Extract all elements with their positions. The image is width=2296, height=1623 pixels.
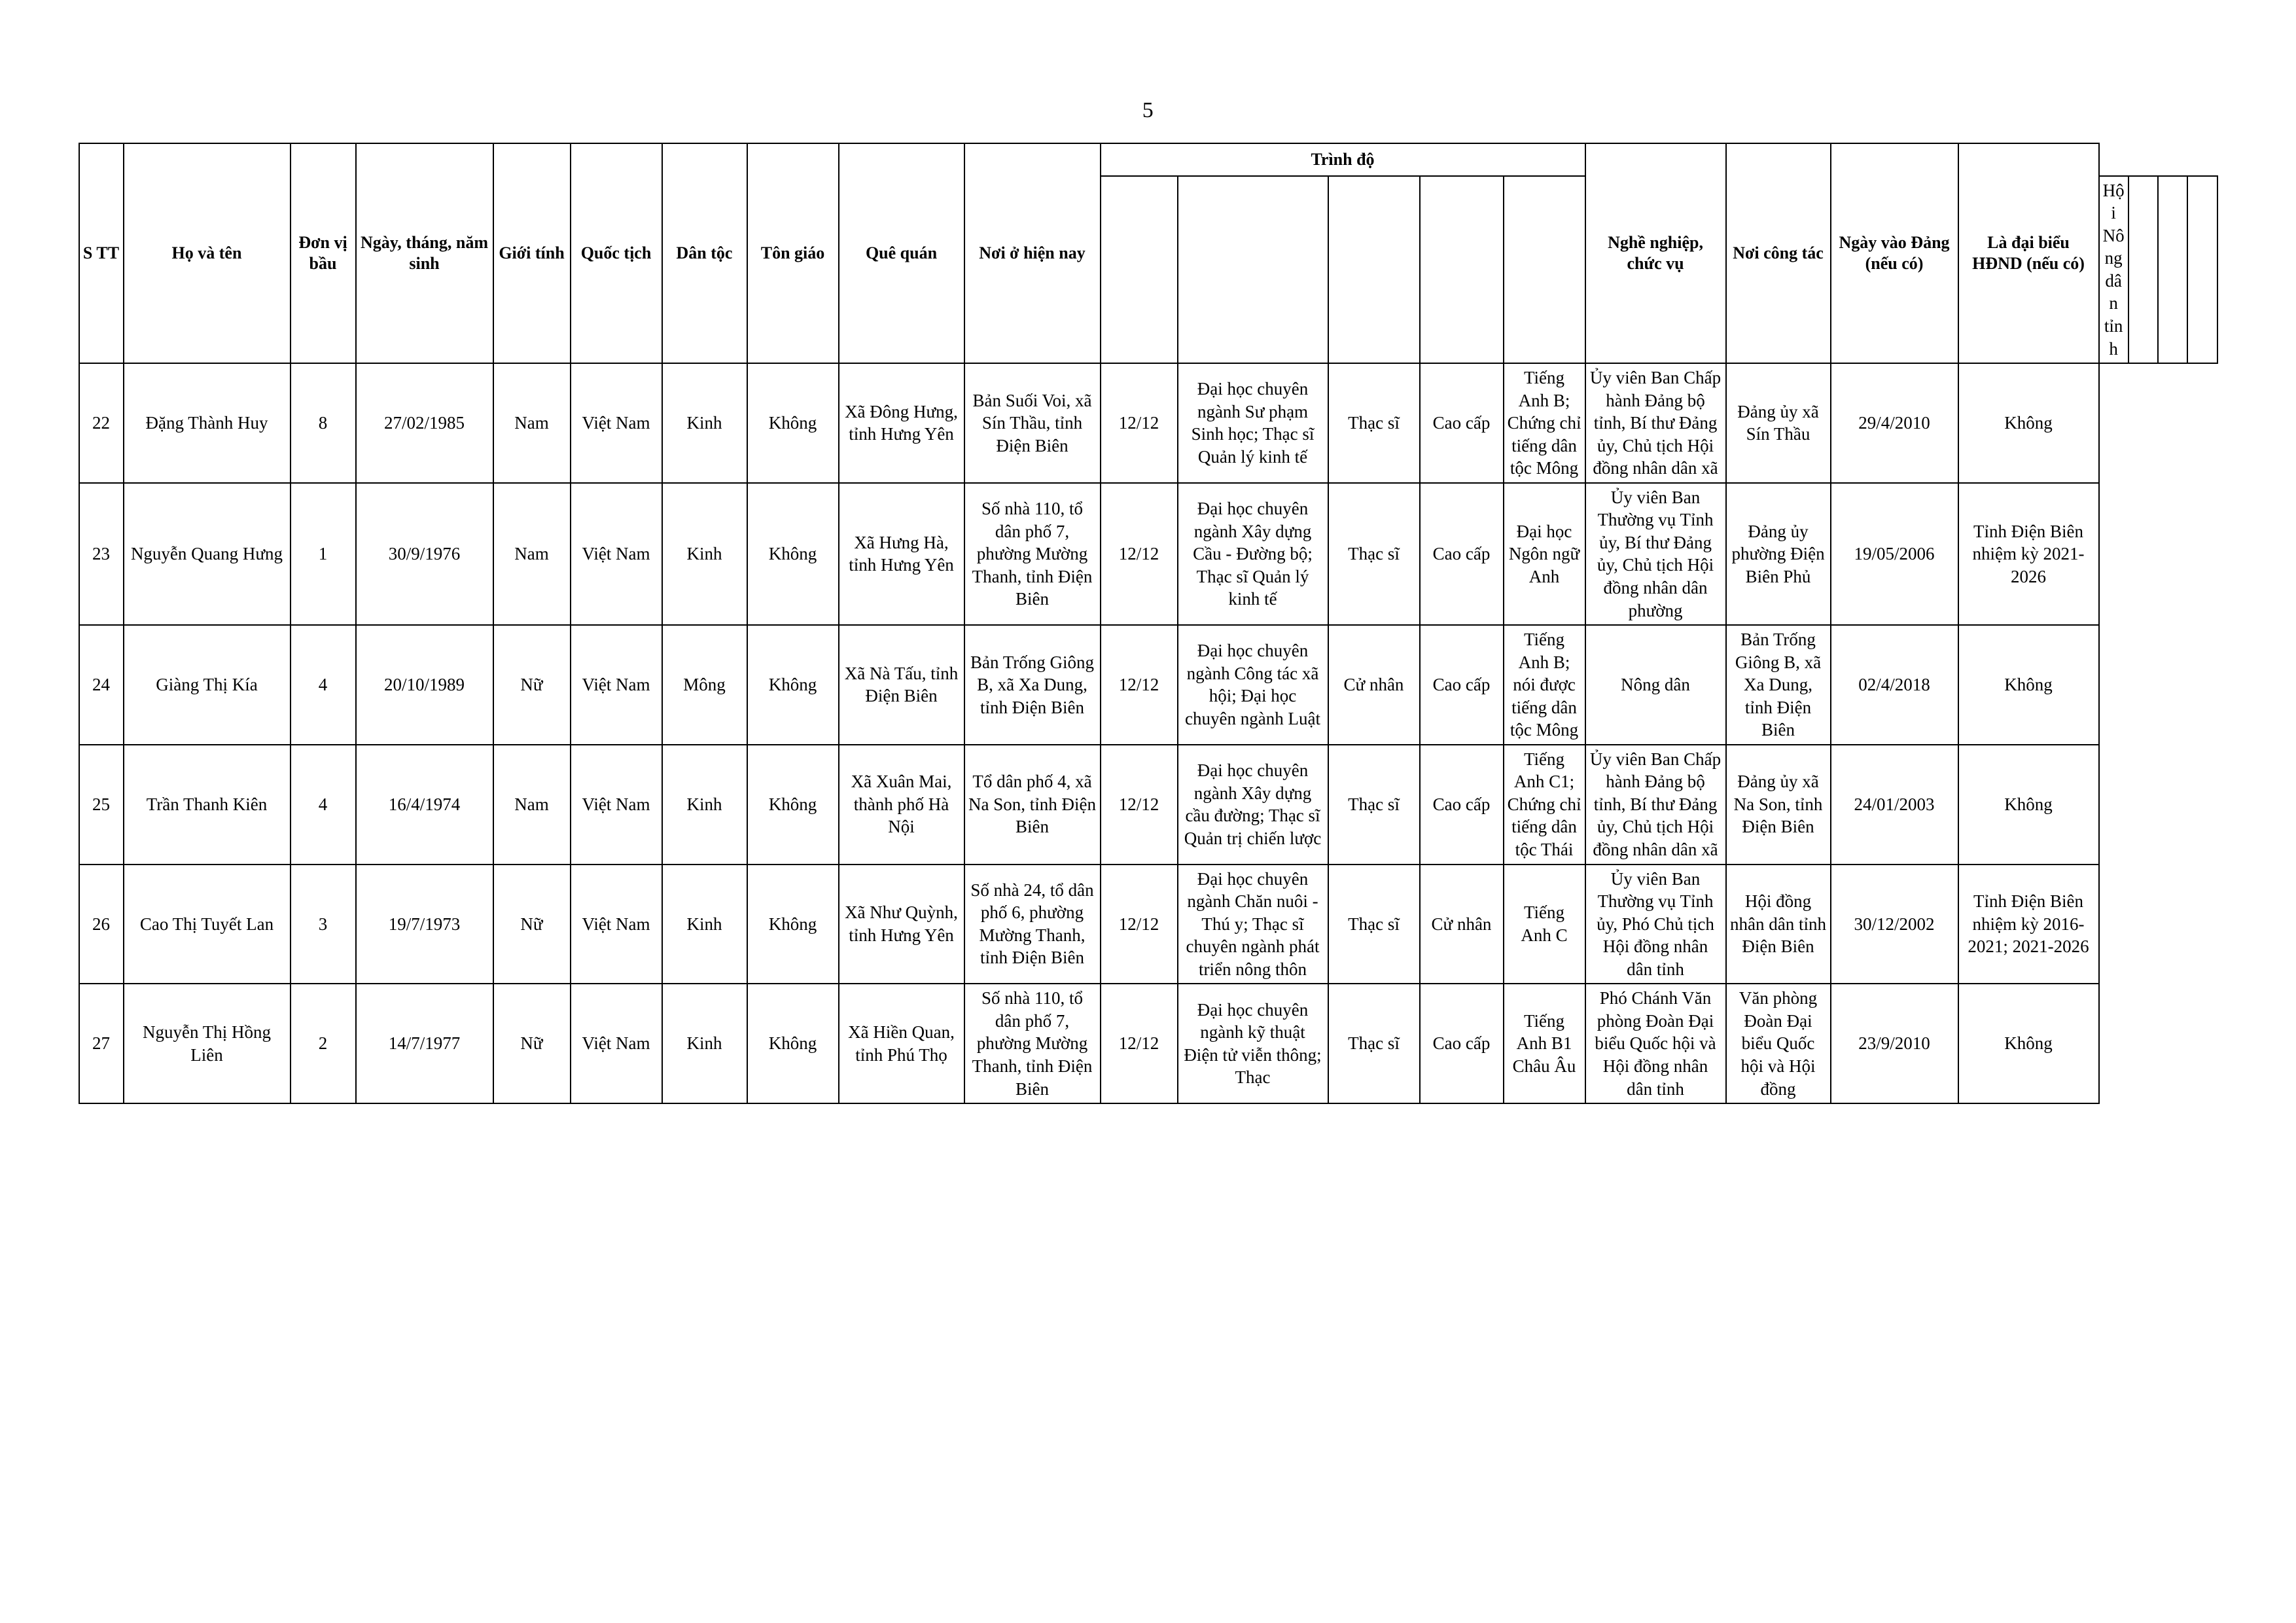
cell-hdnd: Tỉnh Điện Biên nhiệm kỳ 2021-2026 bbox=[1958, 483, 2099, 625]
cell-occupation: Ủy viên Ban Thường vụ Tỉnh ủy, Phó Chủ tịch Hội đồng nhân dân tỉnh bbox=[1585, 865, 1726, 984]
cell-nationality: Việt Nam bbox=[571, 865, 662, 984]
cell-edu1: 12/12 bbox=[1101, 483, 1178, 625]
cell-religion: Không bbox=[747, 865, 839, 984]
table-row bbox=[79, 363, 2217, 483]
cell-stt: 22 bbox=[79, 363, 124, 483]
cell-workplace: Đảng ủy xã Na Son, tỉnh Điện Biên bbox=[1726, 745, 1831, 865]
cell-sex: Nữ bbox=[493, 984, 571, 1103]
cell-dob: 14/7/1977 bbox=[356, 984, 493, 1103]
candidate-table-container bbox=[79, 143, 2218, 1104]
cell-name: Trần Thanh Kiên bbox=[124, 745, 291, 865]
cell-hdnd: Tỉnh Điện Biên nhiệm kỳ 2016-2021; 2021-2026 bbox=[1958, 865, 2099, 984]
cell-edu4: Cao cấp bbox=[1420, 483, 1504, 625]
header-hometown: Quê quán bbox=[839, 143, 964, 363]
cell-name: Nguyễn Quang Hưng bbox=[124, 483, 291, 625]
cell-ethnicity: Kinh bbox=[662, 745, 747, 865]
continued-workplace bbox=[2128, 176, 2158, 363]
header-education: Trình độ bbox=[1101, 143, 1585, 176]
cell-edu5: Tiếng Anh B1 Châu Âu bbox=[1504, 984, 1585, 1103]
cell-edu1: 12/12 bbox=[1101, 625, 1178, 745]
cell-edu3: Cử nhân bbox=[1328, 625, 1420, 745]
cell-occupation: Ủy viên Ban Thường vụ Tỉnh ủy, Bí thư Đảng ủy, Chủ tịch Hội đồng nhân dân phường bbox=[1585, 483, 1726, 625]
header-ethnicity: Dân tộc bbox=[662, 143, 747, 363]
table-row bbox=[79, 865, 2217, 984]
cell-sex: Nam bbox=[493, 483, 571, 625]
cell-edu5: Tiếng Anh C bbox=[1504, 865, 1585, 984]
header-workplace: Nơi công tác bbox=[1726, 143, 1831, 363]
cell-workplace: Bản Trống Giông B, xã Xa Dung, tỉnh Điện Biên bbox=[1726, 625, 1831, 745]
cell-nationality: Việt Nam bbox=[571, 984, 662, 1103]
cell-religion: Không bbox=[747, 483, 839, 625]
header-occupation: Nghề nghiệp, chức vụ bbox=[1585, 143, 1726, 363]
cell-dob: 30/9/1976 bbox=[356, 483, 493, 625]
cell-hometown: Xã Xuân Mai, thành phố Hà Nội bbox=[839, 745, 964, 865]
header-stt: S TT bbox=[79, 143, 124, 363]
cell-workplace: Đảng ủy phường Điện Biên Phủ bbox=[1726, 483, 1831, 625]
continued-edu2 bbox=[1178, 176, 1328, 363]
cell-edu5: Tiếng Anh C1; Chứng chỉ tiếng dân tộc Thái bbox=[1504, 745, 1585, 865]
table-body bbox=[79, 363, 2217, 1103]
cell-party-date: 24/01/2003 bbox=[1831, 745, 1958, 865]
cell-party-date: 30/12/2002 bbox=[1831, 865, 1958, 984]
cell-edu4: Cao cấp bbox=[1420, 625, 1504, 745]
cell-edu2: Đại học chuyên ngành kỹ thuật Điện tử viễn thông; Thạc bbox=[1178, 984, 1328, 1103]
header-nationality: Quốc tịch bbox=[571, 143, 662, 363]
cell-edu2: Đại học chuyên ngành Xây dựng Cầu - Đường bộ; Thạc sĩ Quản lý kinh tế bbox=[1178, 483, 1328, 625]
cell-nationality: Việt Nam bbox=[571, 363, 662, 483]
cell-edu4: Cao cấp bbox=[1420, 363, 1504, 483]
header-dob: Ngày, tháng, năm sinh bbox=[356, 143, 493, 363]
cell-edu2: Đại học chuyên ngành Sư phạm Sinh học; Thạc sĩ Quản lý kinh tế bbox=[1178, 363, 1328, 483]
cell-address: Số nhà 24, tổ dân phố 6, phường Mường Thanh, tỉnh Điện Biên bbox=[964, 865, 1101, 984]
cell-hometown: Xã Hiền Quan, tỉnh Phú Thọ bbox=[839, 984, 964, 1103]
cell-occupation: Nông dân bbox=[1585, 625, 1726, 745]
cell-nationality: Việt Nam bbox=[571, 483, 662, 625]
cell-dob: 19/7/1973 bbox=[356, 865, 493, 984]
cell-unit: 1 bbox=[291, 483, 356, 625]
continued-edu3 bbox=[1328, 176, 1420, 363]
cell-name: Giàng Thị Kía bbox=[124, 625, 291, 745]
cell-edu1: 12/12 bbox=[1101, 363, 1178, 483]
cell-stt: 24 bbox=[79, 625, 124, 745]
candidate-table bbox=[79, 143, 2218, 1104]
cell-edu3: Thạc sĩ bbox=[1328, 483, 1420, 625]
header-sex: Giới tính bbox=[493, 143, 571, 363]
cell-dob: 16/4/1974 bbox=[356, 745, 493, 865]
cell-sex: Nam bbox=[493, 745, 571, 865]
cell-address: Bản Suối Voi, xã Sín Thầu, tỉnh Điện Biên bbox=[964, 363, 1101, 483]
cell-edu5: Đại học Ngôn ngữ Anh bbox=[1504, 483, 1585, 625]
cell-stt: 25 bbox=[79, 745, 124, 865]
cell-religion: Không bbox=[747, 745, 839, 865]
cell-edu3: Thạc sĩ bbox=[1328, 865, 1420, 984]
cell-address: Tổ dân phố 4, xã Na Son, tỉnh Điện Biên bbox=[964, 745, 1101, 865]
cell-ethnicity: Kinh bbox=[662, 363, 747, 483]
cell-religion: Không bbox=[747, 984, 839, 1103]
table-row bbox=[79, 625, 2217, 745]
continued-hdnd bbox=[2187, 176, 2217, 363]
cell-religion: Không bbox=[747, 625, 839, 745]
cell-edu1: 12/12 bbox=[1101, 865, 1178, 984]
cell-ethnicity: Kinh bbox=[662, 483, 747, 625]
cell-edu4: Cao cấp bbox=[1420, 984, 1504, 1103]
cell-hometown: Xã Hưng Hà, tỉnh Hưng Yên bbox=[839, 483, 964, 625]
header-hdnd: Là đại biểu HĐND (nếu có) bbox=[1958, 143, 2099, 363]
cell-hometown: Xã Như Quỳnh, tỉnh Hưng Yên bbox=[839, 865, 964, 984]
cell-workplace: Hội đồng nhân dân tỉnh Điện Biên bbox=[1726, 865, 1831, 984]
cell-edu2: Đại học chuyên ngành Xây dựng cầu đường; Thạc sĩ Quản trị chiến lược bbox=[1178, 745, 1328, 865]
cell-edu5: Tiếng Anh B; Chứng chỉ tiếng dân tộc Mông bbox=[1504, 363, 1585, 483]
cell-edu1: 12/12 bbox=[1101, 745, 1178, 865]
cell-edu2: Đại học chuyên ngành Công tác xã hội; Đại học chuyên ngành Luật bbox=[1178, 625, 1328, 745]
cell-edu4: Cao cấp bbox=[1420, 745, 1504, 865]
cell-edu5: Tiếng Anh B; nói được tiếng dân tộc Mông bbox=[1504, 625, 1585, 745]
cell-party-date: 23/9/2010 bbox=[1831, 984, 1958, 1103]
header-name: Họ và tên bbox=[124, 143, 291, 363]
cell-edu3: Thạc sĩ bbox=[1328, 745, 1420, 865]
cell-dob: 27/02/1985 bbox=[356, 363, 493, 483]
cell-edu3: Thạc sĩ bbox=[1328, 363, 1420, 483]
cell-workplace: Văn phòng Đoàn Đại biểu Quốc hội và Hội đồng bbox=[1726, 984, 1831, 1103]
cell-sex: Nữ bbox=[493, 625, 571, 745]
cell-stt: 27 bbox=[79, 984, 124, 1103]
cell-nationality: Việt Nam bbox=[571, 745, 662, 865]
cell-sex: Nữ bbox=[493, 865, 571, 984]
cell-religion: Không bbox=[747, 363, 839, 483]
cell-workplace: Đảng ủy xã Sín Thầu bbox=[1726, 363, 1831, 483]
cell-stt: 26 bbox=[79, 865, 124, 984]
continued-edu5 bbox=[1504, 176, 1585, 363]
cell-unit: 2 bbox=[291, 984, 356, 1103]
cell-occupation: Phó Chánh Văn phòng Đoàn Đại biểu Quốc hội và Hội đồng nhân dân tỉnh bbox=[1585, 984, 1726, 1103]
table-row bbox=[79, 745, 2217, 865]
cell-address: Số nhà 110, tổ dân phố 7, phường Mường Thanh, tỉnh Điện Biên bbox=[964, 483, 1101, 625]
cell-name: Đặng Thành Huy bbox=[124, 363, 291, 483]
continued-party-date bbox=[2158, 176, 2187, 363]
cell-party-date: 19/05/2006 bbox=[1831, 483, 1958, 625]
table-row bbox=[79, 984, 2217, 1103]
cell-party-date: 02/4/2018 bbox=[1831, 625, 1958, 745]
cell-name: Cao Thị Tuyết Lan bbox=[124, 865, 291, 984]
cell-occupation: Ủy viên Ban Chấp hành Đảng bộ tỉnh, Bí thư Đảng ủy, Chủ tịch Hội đồng nhân dân xã bbox=[1585, 745, 1726, 865]
cell-sex: Nam bbox=[493, 363, 571, 483]
cell-address: Bản Trống Giông B, xã Xa Dung, tỉnh Điện Biên bbox=[964, 625, 1101, 745]
cell-hdnd: Không bbox=[1958, 745, 2099, 865]
header-religion: Tôn giáo bbox=[747, 143, 839, 363]
cell-name: Nguyễn Thị Hồng Liên bbox=[124, 984, 291, 1103]
header-address: Nơi ở hiện nay bbox=[964, 143, 1101, 363]
continued-occupation: Hội Nông dân tỉnh bbox=[2099, 176, 2128, 363]
header-party-date: Ngày vào Đảng (nếu có) bbox=[1831, 143, 1958, 363]
cell-stt: 23 bbox=[79, 483, 124, 625]
table-header-row bbox=[79, 143, 2217, 176]
cell-party-date: 29/4/2010 bbox=[1831, 363, 1958, 483]
cell-unit: 3 bbox=[291, 865, 356, 984]
cell-edu1: 12/12 bbox=[1101, 984, 1178, 1103]
cell-occupation: Ủy viên Ban Chấp hành Đảng bộ tỉnh, Bí thư Đảng ủy, Chủ tịch Hội đồng nhân dân xã bbox=[1585, 363, 1726, 483]
cell-unit: 4 bbox=[291, 745, 356, 865]
cell-hdnd: Không bbox=[1958, 984, 2099, 1103]
continued-edu1 bbox=[1101, 176, 1178, 363]
cell-ethnicity: Kinh bbox=[662, 865, 747, 984]
cell-hdnd: Không bbox=[1958, 625, 2099, 745]
cell-nationality: Việt Nam bbox=[571, 625, 662, 745]
cell-edu4: Cử nhân bbox=[1420, 865, 1504, 984]
cell-hometown: Xã Đông Hưng, tỉnh Hưng Yên bbox=[839, 363, 964, 483]
cell-unit: 4 bbox=[291, 625, 356, 745]
cell-ethnicity: Kinh bbox=[662, 984, 747, 1103]
cell-edu3: Thạc sĩ bbox=[1328, 984, 1420, 1103]
continued-edu4 bbox=[1420, 176, 1504, 363]
page-number: 5 bbox=[1142, 98, 1154, 122]
cell-edu2: Đại học chuyên ngành Chăn nuôi - Thú y; Thạc sĩ chuyên ngành phát triển nông thôn bbox=[1178, 865, 1328, 984]
cell-hdnd: Không bbox=[1958, 363, 2099, 483]
cell-ethnicity: Mông bbox=[662, 625, 747, 745]
cell-hometown: Xã Nà Tấu, tỉnh Điện Biên bbox=[839, 625, 964, 745]
cell-address: Số nhà 110, tổ dân phố 7, phường Mường Thanh, tỉnh Điện Biên bbox=[964, 984, 1101, 1103]
cell-dob: 20/10/1989 bbox=[356, 625, 493, 745]
header-unit: Đơn vị bầu bbox=[291, 143, 356, 363]
table-row bbox=[79, 483, 2217, 625]
cell-unit: 8 bbox=[291, 363, 356, 483]
